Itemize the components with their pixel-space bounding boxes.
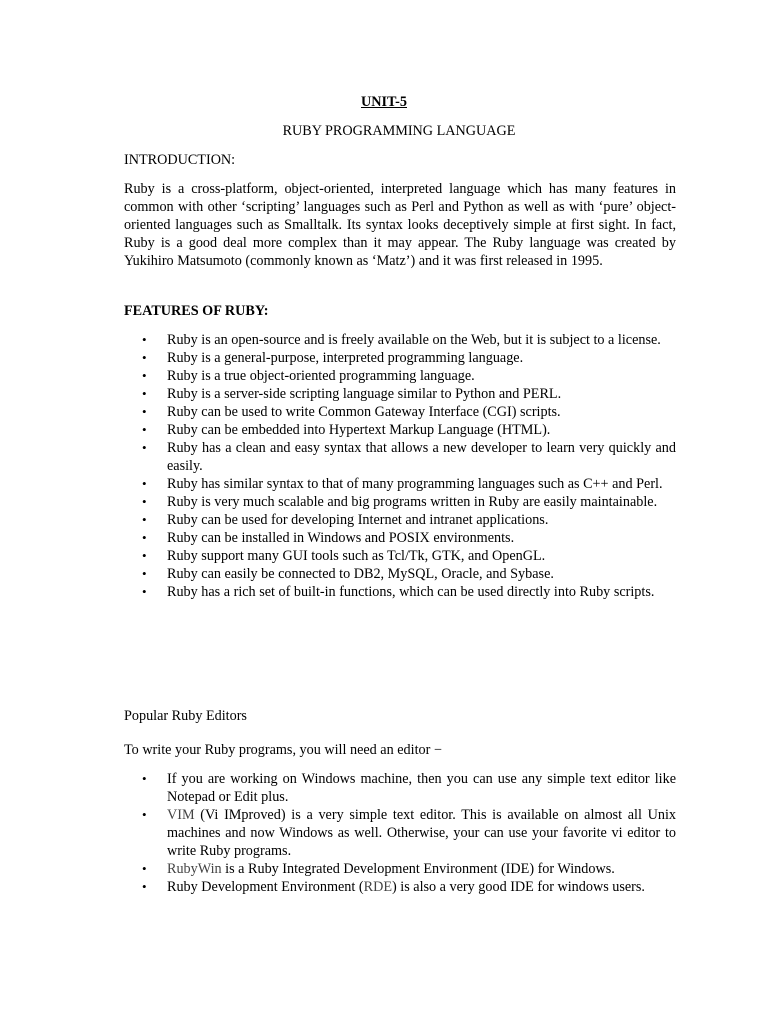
list-item-text-tail: ) is also a very good IDE for windows users. — [392, 879, 645, 895]
list-item-text: (Vi IMproved) is a very simple text editor. This is available on almost all Unix machines and now Windows as well. Otherwise, your can use your favorite vi editor to write Ruby programs. — [167, 807, 676, 859]
list-item-text: Ruby is a general-purpose, interpreted programming language. — [167, 350, 524, 366]
list-item-text: Ruby Development Environment ( — [167, 879, 364, 895]
editors-heading: Popular Ruby Editors — [124, 708, 247, 724]
editors-intro: To write your Ruby programs, you will need an editor − — [124, 742, 442, 758]
bullet-icon: • — [142, 350, 147, 365]
list-item-text: Ruby is a server-side scripting language similar to Python and PERL. — [167, 386, 562, 402]
editor-name-vim[interactable]: VIM — [167, 807, 195, 823]
list-item-text: is a Ruby Integrated Development Environment (IDE) for Windows. — [221, 861, 615, 877]
document-title: RUBY PROGRAMMING LANGUAGE — [282, 123, 516, 139]
bullet-icon: • — [142, 512, 147, 527]
list-item-text: Ruby can be installed in Windows and POSIX environments. — [167, 530, 515, 546]
list-item — [124, 860, 676, 878]
list-item-text: Ruby is an open-source and is freely available on the Web, but it is subject to a license. — [167, 332, 661, 348]
list-item — [124, 367, 676, 385]
list-item — [124, 385, 676, 403]
bullet-icon: • — [142, 404, 147, 419]
list-item — [124, 529, 676, 547]
bullet-icon: • — [142, 476, 147, 491]
editor-name-rde[interactable]: RDE — [363, 879, 392, 895]
list-item-text: Ruby support many GUI tools such as Tcl/Tk, GTK, and OpenGL. — [167, 548, 546, 564]
list-item — [124, 439, 676, 475]
list-item-text: Ruby is very much scalable and big programs written in Ruby are easily maintainable. — [167, 494, 658, 510]
list-item-text: Ruby has a rich set of built-in functions, which can be used directly into Ruby scripts. — [167, 584, 655, 600]
bullet-icon: • — [142, 530, 147, 545]
introduction-paragraph: Ruby is a cross-platform, object-oriented, interpreted language which has many features in common with other ‘scripting’ languages such as Perl and Python as well as with ‘pure’ object-oriented languages such as Smalltalk. Its syntax looks deceptively simple at first sight. In fact, Ruby is a good deal more complex than it may appear. The Ruby language was created by Yukihiro Matsumoto (commonly known as ‘Matz’) and it was first released in 1995. — [124, 181, 676, 269]
list-item-text: Ruby can be used to write Common Gateway Interface (CGI) scripts. — [167, 404, 561, 420]
list-item — [124, 583, 676, 601]
bullet-icon: • — [142, 584, 147, 599]
bullet-icon: • — [142, 566, 147, 581]
features-heading: FEATURES OF RUBY: — [124, 303, 269, 319]
bullet-icon: • — [142, 386, 147, 401]
list-item-text: Ruby can be used for developing Internet and intranet applications. — [167, 512, 549, 528]
list-item — [124, 806, 676, 860]
unit-title: UNIT-5 — [361, 94, 407, 110]
editor-name-rubywin[interactable]: RubyWin — [167, 861, 222, 877]
bullet-icon: • — [142, 879, 147, 894]
bullet-icon: • — [142, 440, 147, 455]
editors-list — [124, 770, 676, 896]
list-item-text: Ruby is a true object-oriented programming language. — [167, 368, 475, 384]
list-item — [124, 878, 676, 896]
bullet-icon: • — [142, 771, 147, 786]
list-item — [124, 421, 676, 439]
bullet-icon: • — [142, 548, 147, 563]
bullet-icon: • — [142, 332, 147, 347]
list-item — [124, 475, 676, 493]
bullet-icon: • — [142, 807, 147, 822]
list-item-text: Ruby has a clean and easy syntax that allows a new developer to learn very quickly and easily. — [167, 440, 676, 474]
list-item — [124, 403, 676, 421]
introduction-heading: INTRODUCTION: — [124, 152, 236, 168]
list-item-text: If you are working on Windows machine, then you can use any simple text editor like Notepad or Edit plus. — [167, 771, 676, 805]
bullet-icon: • — [142, 861, 147, 876]
list-item-text: Ruby can be embedded into Hypertext Markup Language (HTML). — [167, 422, 551, 438]
bullet-icon: • — [142, 368, 147, 383]
list-item — [124, 493, 676, 511]
bullet-icon: • — [142, 494, 147, 509]
list-item-text: Ruby can easily be connected to DB2, MySQL, Oracle, and Sybase. — [167, 566, 554, 582]
list-item — [124, 770, 676, 806]
features-list — [124, 331, 676, 601]
list-item — [124, 547, 676, 565]
list-item — [124, 511, 676, 529]
list-item — [124, 349, 676, 367]
list-item — [124, 565, 676, 583]
list-item — [124, 331, 676, 349]
bullet-icon: • — [142, 422, 147, 437]
list-item-text: Ruby has similar syntax to that of many programming languages such as C++ and Perl. — [167, 476, 663, 492]
